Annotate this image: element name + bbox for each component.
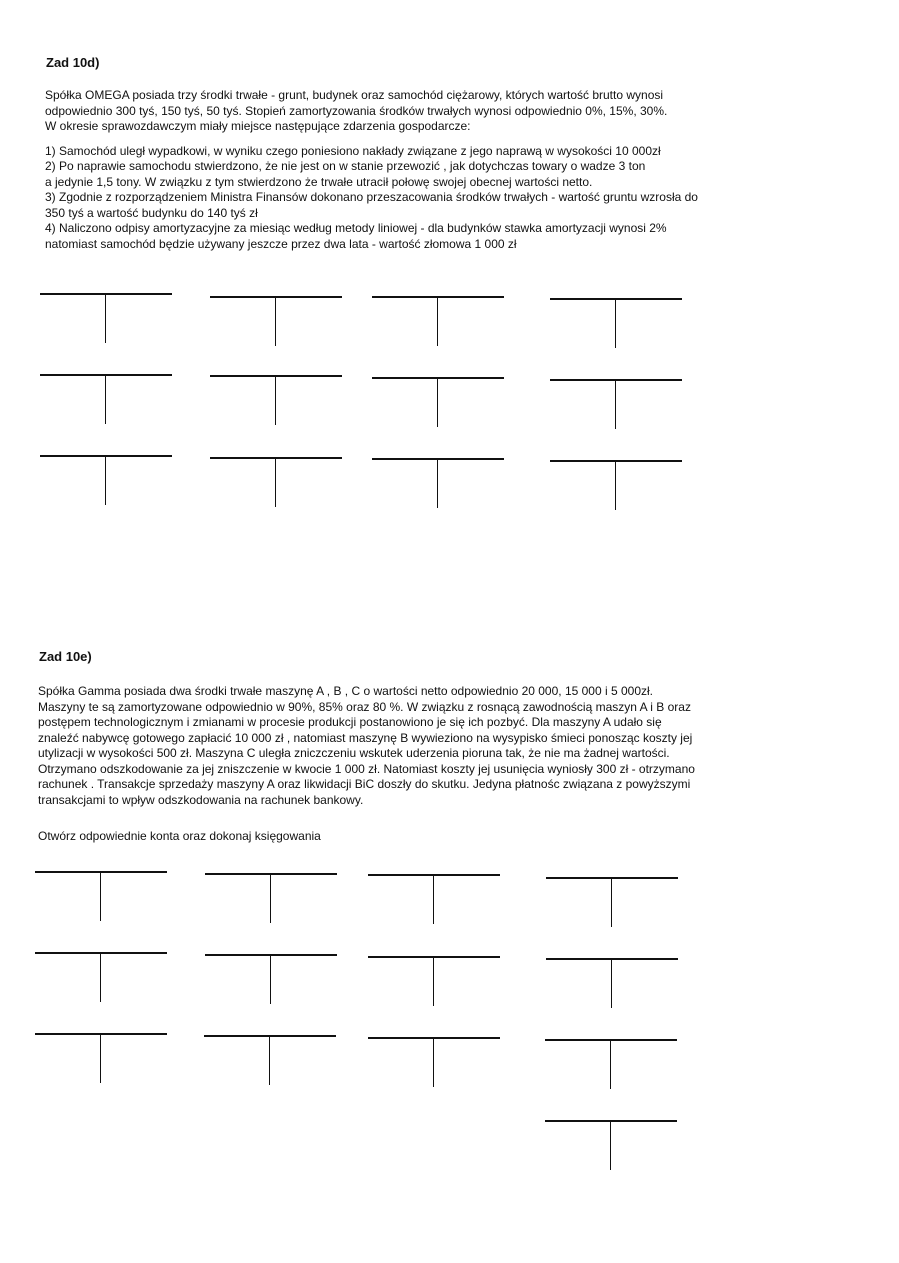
task-10d-text [45, 88, 698, 252]
t-account [372, 296, 504, 348]
t-account [205, 873, 337, 925]
task-10d-event-line: a jedynie 1,5 tony. W związku z tym stwierdzono że trwałe utracił połowę swojej obecnej wartości netto. [45, 174, 593, 189]
task-10d-intro-line: odpowiednio 300 tyś, 150 tyś, 50 tyś. Stopień zamortyzowania środków trwałych wynosi odpowiednio 0%, 15%, 30%. [45, 103, 668, 118]
task-10e-line: utylizacji w wysokości 500 zł. Maszyna C uległa zniczczeniu wskutek uderzenia pioruna tak, że nie ma żadnej wartości. [38, 746, 670, 760]
task-10e-line: postępem technologicznym i zmianami w procesie produkcji postanowiono je się ich pozbyć. Dla maszyny A udało się [38, 715, 662, 729]
t-account [35, 952, 167, 1004]
t-account [204, 1035, 336, 1087]
task-10d-event-line: 350 tyś a wartość budynku do 140 tyś zł [45, 205, 258, 220]
task-10e-line: rachunek . Transakcje sprzedaży maszyny A oraz likwidacji BiC doszły do skutku. Jedyna płatnośc związana z powyższymi [38, 777, 691, 791]
t-account [40, 374, 172, 426]
task-10e-line: transakcjami to wpływ odszkodowania na rachunek bankowy. [38, 792, 364, 807]
task-10d-event-line: 4) Naliczono odpisy amortyzacyjne za miesiąc według metody liniowej - dla budynków stawka amortyzacji wynosi 2% [45, 221, 667, 235]
t-account [372, 377, 504, 429]
task-10e-instruction: Otwórz odpowiednie konta oraz dokonaj księgowania [38, 829, 321, 843]
task-10e-line: znaleźć nabywcę gotowego zapłacić 10 000 zł , natomiast maszynę B wywieziono na wysypisko śmieci ponosząc koszty jej [38, 730, 693, 745]
t-account [210, 375, 342, 427]
t-account [368, 874, 500, 926]
task-10d-title: Zad 10d) [46, 55, 100, 70]
t-account [40, 293, 172, 345]
t-account [205, 954, 337, 1006]
task-10d-event-line: 3) Zgodnie z rozporządzeniem Ministra Finansów dokonano przeszacowania środków trwałych - wartość gruntu wzrosła do [45, 190, 698, 204]
task-10e-line: Otrzymano odszkodowanie za jej zniszczenie w kwocie 1 000 zł. Natomiast koszty jej usunięcia wyniosły 300 zł - otrzymano [38, 761, 695, 776]
t-account [35, 871, 167, 923]
task-10d-intro-line: W okresie sprawozdawczym miały miejsce następujące zdarzenia gospodarcze: [45, 119, 471, 133]
task-10e-line: Spółka Gamma posiada dwa środki trwałe maszynę A , B , C o wartości netto odpowiednio 20 000, 15 000 i 5 000zł. [38, 684, 654, 698]
t-account [550, 298, 682, 350]
task-10d-intro-line: Spółka OMEGA posiada trzy środki trwałe - grunt, budynek oraz samochód ciężarowy, których wartość brutto wynosi [45, 88, 664, 102]
t-account [372, 458, 504, 510]
t-account [210, 457, 342, 509]
task-10d-event-line: natomiast samochód będzie używany jeszcze przez dwa lata - wartość złomowa 1 000 zł [45, 236, 517, 251]
t-account [40, 455, 172, 507]
t-account [368, 956, 500, 1008]
task-10d-event-line: 2) Po naprawie samochodu stwierdzono, że nie jest on w stanie przewozić , jak dotychczas towary o wadze 3 ton [45, 159, 646, 173]
t-account [546, 877, 678, 929]
task-10e-title: Zad 10e) [39, 649, 92, 664]
t-account [368, 1037, 500, 1089]
task-10d-event-line: 1) Samochód uległ wypadkowi, w wyniku czego poniesiono nakłady związane z jego naprawą w wysokości 10 000zł [45, 143, 661, 158]
t-account [550, 460, 682, 512]
t-account [545, 1039, 677, 1091]
t-account [35, 1033, 167, 1085]
t-account [550, 379, 682, 431]
task-10e-line: Maszyny te są zamortyzowane odpowiednio w 90%, 85% oraz 80 %. W związku z rosnącą zawodnością maszyn A i B oraz [38, 699, 691, 714]
t-account [546, 958, 678, 1010]
task-10e-text [38, 684, 695, 808]
t-account [210, 296, 342, 348]
t-account [545, 1120, 677, 1172]
